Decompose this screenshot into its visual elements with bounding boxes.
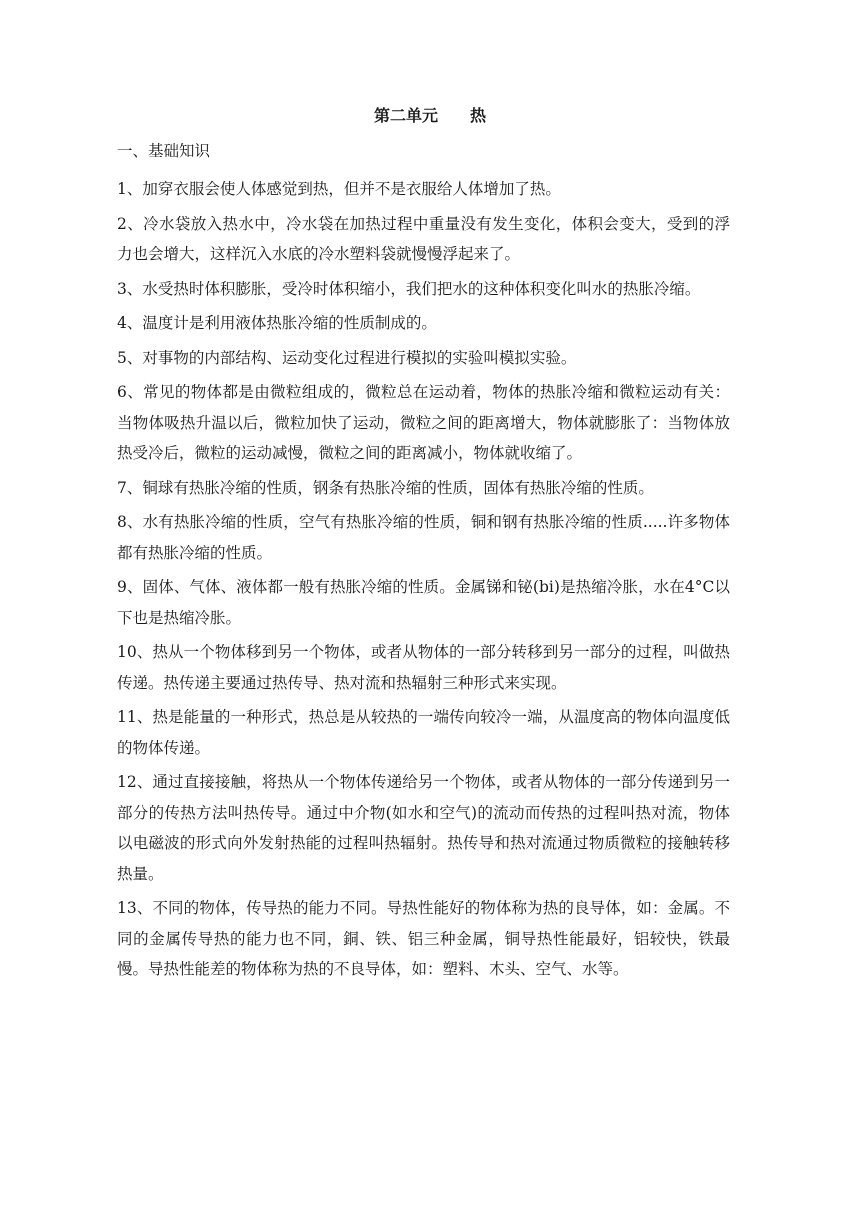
section-heading: 一、基础知识: [117, 142, 211, 160]
paragraph-13: 13、不同的物体，传导热的能力不同。导热性能好的物体称为热的良导体，如：金属。不同的金属传导热的能力也不同，銅、铁、铝三种金属，铜导热性能最好，铝较快，铁最慢。导热性能差的物体称为热的不良导体，如：塑料、木头、空气、水等。: [117, 899, 730, 978]
paragraph-3: 3、水受热时体积膨胀，受冷时体积缩小，我们把水的这种体积变化叫水的热胀冷缩。: [117, 279, 701, 298]
page-title: 第二单元 热: [373, 106, 486, 125]
document-page: [117, 104, 730, 989]
paragraph-8: 8、水有热胀冷缩的性质，空气有热胀冷缩的性质，铜和钢有热胀冷缩的性质.....许多物体都有热胀冷缩的性质。: [117, 513, 730, 562]
paragraph-12: 12、通过直接接触，将热从一个物体传递给另一个物体，或者从物体的一部分传递到另一部分的传热方法叫热传导。通过中介物(如水和空气)的流动而传热的过程叫热对流，物体以电磁波的形式向外发射热能的过程叫热辐射。热传导和热对流通过物质微粒的接触转移热量。: [117, 773, 730, 883]
paragraph-5: 5、对事物的内部结构、运动变化过程进行模拟的实验叫模拟实验。: [117, 348, 577, 367]
paragraph-9: 9、固体、气体、液体都一般有热胀冷缩的性质。金属锑和铋(bi)是热缩冷胀，水在4°C以下也是热缩冷胀。: [117, 578, 730, 627]
paragraph-11: 11、热是能量的一种形式，热总是从较热的一端传向较冷一端，从温度高的物体向温度低的物体传递。: [117, 708, 730, 757]
paragraph-6: 6、常见的物体都是由微粒组成的，微粒总在运动着，物体的热胀冷缩和微粒运动有关：当物体吸热升温以后，微粒加快了运动，微粒之间的距离增大，物体就膨胀了：当物体放热受冷后，微粒的运动减慢，微粒之间的距离减小，物体就收缩了。: [117, 383, 730, 462]
paragraph-10: 10、热从一个物体移到另一个物体，或者从物体的一部分转移到另一部分的过程，叫做热传递。热传递主要通过热传导、热对流和热辐射三种形式来实现。: [117, 643, 730, 692]
paragraph-2: 2、冷水袋放入热水中，冷水袋在加热过程中重量没有发生变化，体积会变大，受到的浮力也会增大，这样沉入水底的冷水塑料袋就慢慢浮起来了。: [117, 214, 730, 263]
paragraph-7: 7、铜球有热胀冷缩的性质，钢条有热胀冷缩的性质，固体有热胀冷缩的性质。: [117, 478, 654, 497]
paragraph-1: 1、加穿衣服会使人体感觉到热，但并不是衣服给人体增加了热。: [117, 180, 561, 198]
paragraph-4: 4、温度计是利用液体热胀冷缩的性质制成的。: [117, 314, 437, 332]
